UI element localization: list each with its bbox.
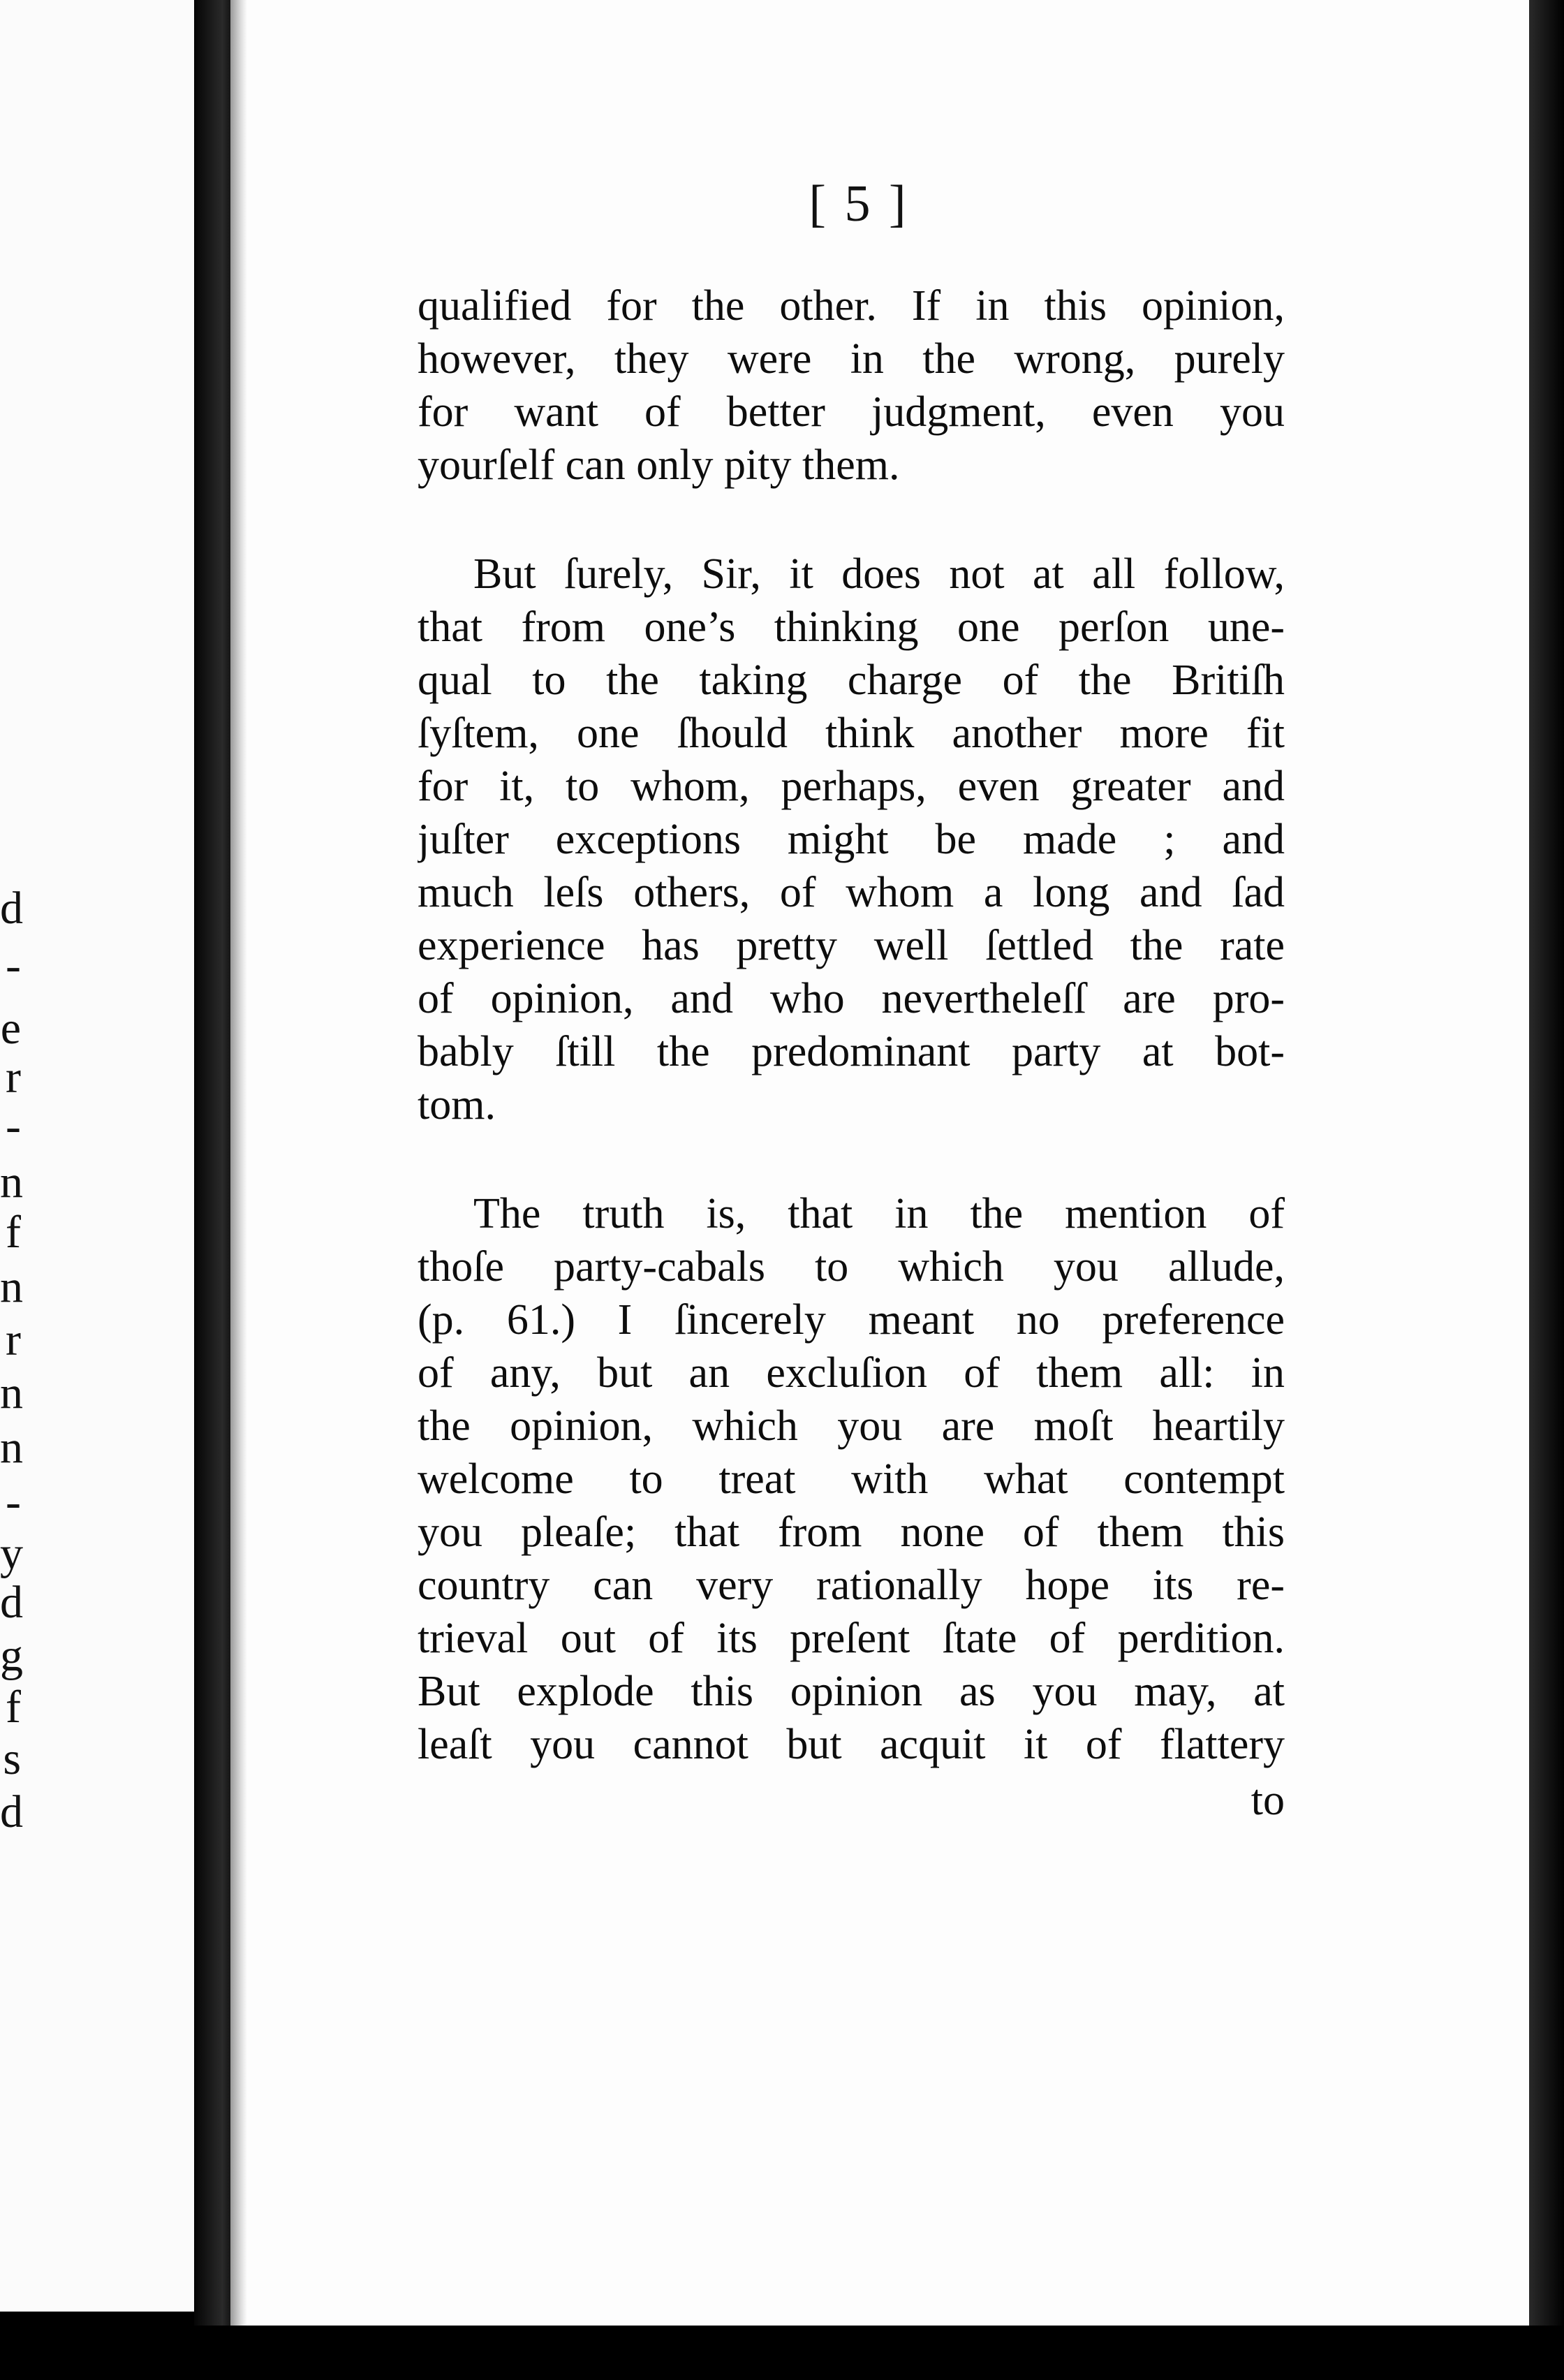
- paragraph-2: [418, 548, 1285, 1131]
- left-edge-glyph: r: [6, 1314, 21, 1365]
- text-line: for want of better judgment, even you: [418, 388, 1285, 436]
- text-line: welcome to treat with what contempt: [418, 1455, 1285, 1503]
- text-line: tom.: [418, 1081, 496, 1129]
- left-edge-glyph: n: [0, 1261, 23, 1312]
- page-number: [ 5 ]: [809, 175, 909, 233]
- text-line: of any, but an excluſion of them all: in: [418, 1349, 1285, 1397]
- text-line: yourſelf can only pity them.: [418, 441, 900, 489]
- text-line: bably ſtill the predominant party at bot-: [418, 1028, 1285, 1075]
- page-inner-shadow: [230, 0, 247, 2326]
- paragraph-gap: [418, 1131, 1285, 1187]
- left-edge-glyph: d: [0, 1786, 23, 1837]
- left-edge-glyph: n: [0, 1422, 23, 1473]
- text-line: But explode this opinion as you may, at: [418, 1668, 1285, 1715]
- left-edge-glyph: d: [0, 1577, 23, 1628]
- text-line: for it, to whom, perhaps, even greater and: [418, 763, 1285, 810]
- left-edge-glyph: f: [6, 1207, 21, 1258]
- text-line: The truth is, that in the mention of: [473, 1190, 1285, 1237]
- paragraph-gap: [418, 492, 1285, 548]
- body-text: [418, 279, 1285, 1827]
- text-line: thoſe party-cabals to which you allude,: [418, 1243, 1285, 1291]
- left-edge-glyph: f: [6, 1682, 21, 1733]
- bottom-scan-border: [0, 2326, 1564, 2380]
- left-edge-glyph: s: [3, 1733, 21, 1784]
- paragraph-3: [418, 1187, 1285, 1771]
- text-line: you pleaſe; that from none of them this: [418, 1508, 1285, 1556]
- text-line: however, they were in the wrong, purely: [418, 335, 1285, 383]
- left-edge-glyph: r: [6, 1052, 21, 1103]
- text-line: ſyſtem, one ſhould think another more fit: [418, 710, 1285, 757]
- text-line: (p. 61.) I ſincerely meant no preference: [418, 1296, 1285, 1344]
- text-line: of opinion, and who nevertheleſſ are pro-: [418, 975, 1285, 1022]
- text-line: the opinion, which you are moſt heartily: [418, 1402, 1285, 1450]
- left-edge-glyph: n: [0, 1367, 23, 1418]
- left-edge-glyph: -: [6, 1101, 21, 1152]
- right-scan-border: [1529, 0, 1564, 2380]
- left-edge-glyph: -: [6, 940, 21, 991]
- paragraph-1: [418, 279, 1285, 492]
- left-edge-glyph: g: [0, 1630, 23, 1681]
- text-line: juſter exceptions might be made ; and: [418, 816, 1285, 863]
- text-line: trieval out of its preſent ſtate of perdition.: [418, 1615, 1285, 1662]
- text-line: country can very rationally hope its re-: [418, 1562, 1285, 1609]
- left-edge-glyph: d: [0, 883, 23, 934]
- text-line: that from one’s thinking one perſon une-: [418, 603, 1285, 651]
- text-line: But ſurely, Sir, it does not at all follow,: [473, 550, 1285, 598]
- text-line: much leſs others, of whom a long and ſad: [418, 869, 1285, 916]
- left-edge-glyph: y: [0, 1528, 23, 1579]
- left-edge-glyph: n: [0, 1156, 23, 1207]
- left-facing-page: [0, 0, 194, 2312]
- text-line: qualified for the other. If in this opinion,: [418, 282, 1285, 330]
- text-line: experience has pretty well ſettled the rate: [418, 922, 1285, 969]
- left-edge-glyph: e: [0, 1003, 21, 1054]
- text-line: qual to the taking charge of the Britiſh: [418, 656, 1285, 704]
- text-line: leaſt you cannot but acquit it of flattery: [418, 1721, 1285, 1768]
- left-edge-glyph: -: [6, 1476, 21, 1527]
- book-gutter: [194, 0, 235, 2380]
- catchword: to: [1251, 1777, 1285, 1824]
